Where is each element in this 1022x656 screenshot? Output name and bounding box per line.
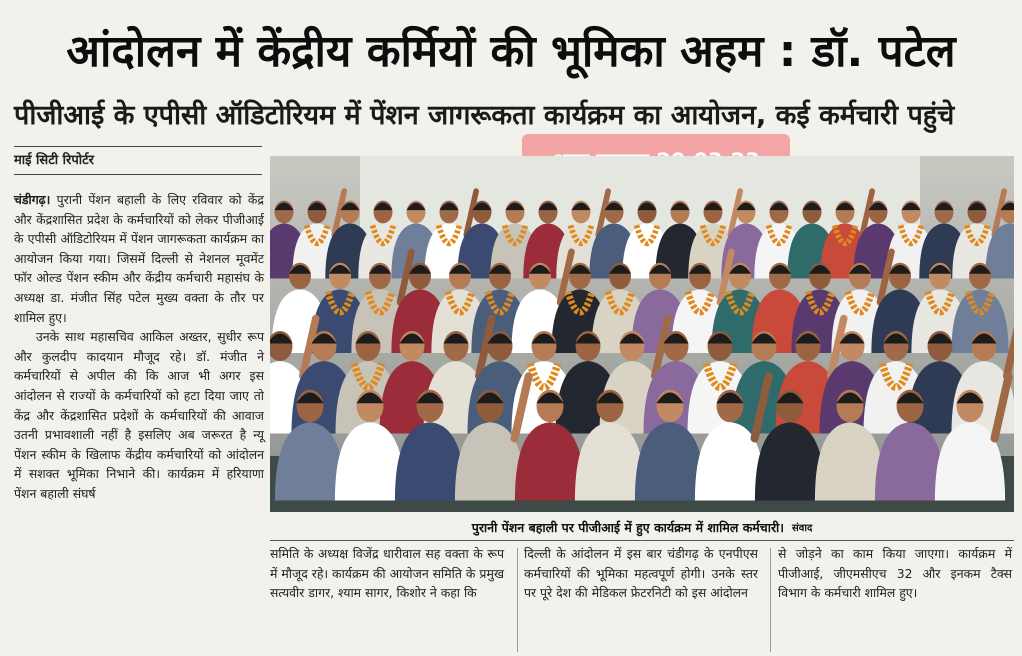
column-divider [517, 548, 518, 652]
headline: आंदोलन में केंद्रीय कर्मियों की भूमिका अहम : डॉ. पटेल [66, 26, 956, 77]
subheadline: पीजीआई के एपीसी ऑडिटोरियम में पेंशन जागरूकता कार्यक्रम का आयोजन, कई कर्मचारी पहुंचे [14, 100, 955, 131]
bottom-column-3: से जोड़ने का काम किया जाएगा। कार्यक्रम में पीजीआई, जीएमसीएच 32 और इनकम टैक्स विभाग के कर्मचारी शामिल हुए। [778, 546, 1012, 601]
byline: माई सिटी रिपोर्टर [14, 153, 94, 168]
caption-credit: संवाद [792, 523, 813, 534]
byline-rule-bottom [14, 174, 262, 175]
byline-rule-top [14, 146, 262, 147]
column-divider [770, 548, 771, 652]
article-paragraph-2: उनके साथ महासचिव आकिल अख्तर, सुधीर रूप और कुलदीप कादयान मौजूद रहे। डॉ. मंजीत ने कर्मचारियों से अपील की कि आज भी अगर इस आंदोलन से राज्यों के कर्मचारियों को हटा दिया जाए तो केंद्र और केंद्रशासित प्रदेशों के कर्मचारियों की आवाज उतनी प्रभावशाली नहीं है इसलिए अब जरूरत है न्यू पेंशन स्कीम के खिलाफ केंद्रीय कर्मचारियों को आंदोलन में सशक्त भूमिका निभाने की। कार्यक्रम में हरियाणा पेंशन बहाली संघर्ष [14, 329, 264, 501]
dateline: चंडीगढ़। [14, 192, 51, 207]
article-paragraph-1 [14, 190, 264, 327]
bottom-column-1: समिति के अध्यक्ष विजेंद्र धारीवाल सह वक्ता के रूप में मौजूद रहे। कार्यक्रम की आयोजन समिति के प्रमुख सत्यवीर डागर, श्याम सागर, किशोर ने कहा कि [270, 546, 504, 601]
caption-rule [270, 540, 1014, 541]
photo-caption [270, 514, 1014, 540]
clipped-previous-text-strip [0, 0, 1022, 14]
group-photo [270, 156, 1014, 512]
article-text-1: पुरानी पेंशन बहाली के लिए रविवार को केंद्र और केंद्रशासित प्रदेश के कर्मचारियों को लेकर पीजीआई के एपीसी ऑडिटोरियम में पेंशन जागरूकता कार्यक्रम का आयोजन किया गया। जिसमें दिल्ली से नेशनल मूवमेंट फॉर ओल्ड पेंशन स्कीम और केंद्रीय कर्मचारी महासंघ के अध्यक्ष डा. मंजीत सिंह पटेल मुख्य वक्ता के तौर पर शामिल हुए। [14, 192, 264, 325]
bottom-column-2: दिल्ली के आंदोलन में इस बार चंडीगढ़ के एनपीएस कर्मचारियों की भूमिका महत्वपूर्ण होगी। उनके स्तर पर पूरे देश की मेडिकल फ्रेटरनिटी को इस आंदोलन [524, 546, 758, 601]
group-photo-illustration [270, 156, 1014, 512]
left-article-column [14, 190, 264, 504]
caption-text: पुरानी पेंशन बहाली पर पीजीआई में हुए कार्यक्रम में शामिल कर्मचारी। [471, 519, 785, 535]
